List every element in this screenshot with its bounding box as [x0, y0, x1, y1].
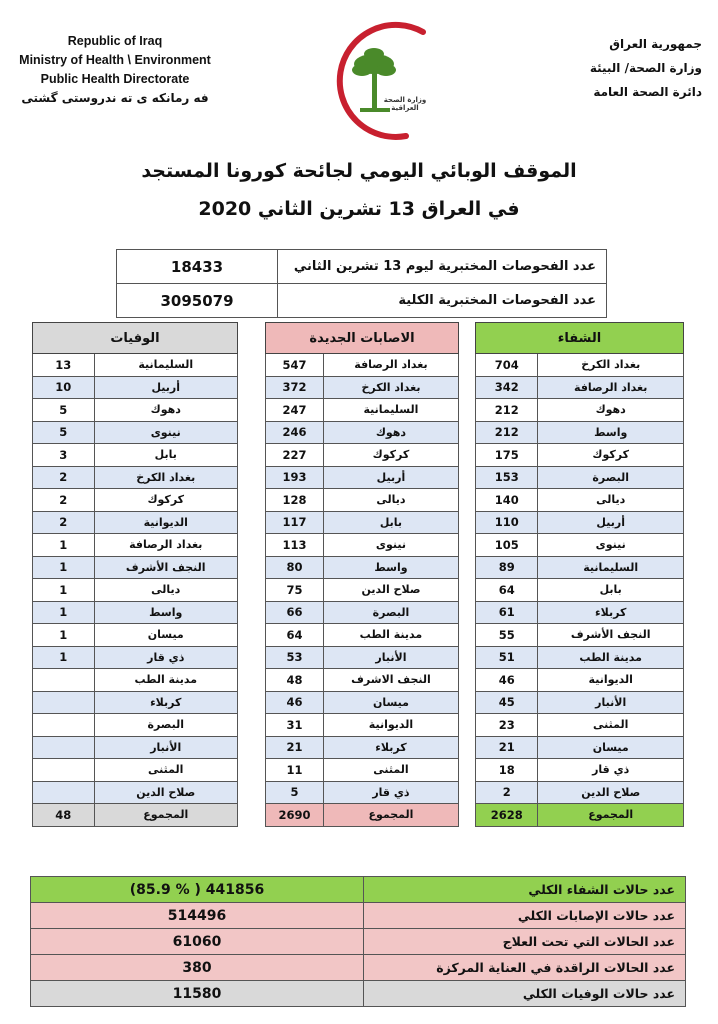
summary-label: عدد حالات الوفيات الكلي [364, 981, 686, 1007]
governorate-cell: كركوك [323, 444, 458, 467]
table-row [33, 691, 238, 714]
table-row [476, 376, 684, 399]
table-row [33, 781, 238, 804]
summary-row [31, 877, 686, 903]
count-cell: 2 [33, 466, 95, 489]
count-cell: 110 [476, 511, 538, 534]
table-row [476, 714, 684, 737]
table-row [33, 444, 238, 467]
governorate-cell: واسط [538, 421, 684, 444]
table-row [266, 421, 459, 444]
header-english [0, 32, 230, 108]
count-cell: 193 [266, 466, 324, 489]
governorate-cell: واسط [94, 601, 238, 624]
count-cell: 1 [33, 534, 95, 557]
summary-label: عدد حالات الإصابات الكلي [364, 903, 686, 929]
governorate-cell: واسط [323, 556, 458, 579]
table-row [266, 444, 459, 467]
count-cell: 372 [266, 376, 324, 399]
count-cell: 246 [266, 421, 324, 444]
table-row [266, 691, 459, 714]
governorate-cell: البصرة [94, 714, 238, 737]
governorate-cell: الأنبار [323, 646, 458, 669]
table-row [476, 646, 684, 669]
count-cell: 1 [33, 646, 95, 669]
governorate-cell: صلاح الدين [323, 579, 458, 602]
governorate-cell: نينوى [538, 534, 684, 557]
table-row [266, 624, 459, 647]
count-cell: 11 [266, 759, 324, 782]
ministry-logo-icon [318, 18, 438, 143]
governorate-cell: السليمانية [323, 399, 458, 422]
table-row [33, 354, 238, 377]
governorate-cell: ميسان [323, 691, 458, 714]
governorate-cell: نينوى [94, 421, 238, 444]
summary-value: 380 [31, 955, 364, 981]
count-cell: 75 [266, 579, 324, 602]
count-cell: 46 [266, 691, 324, 714]
table-row [33, 669, 238, 692]
governorate-cell: نينوى [323, 534, 458, 557]
new-cases-table [265, 322, 459, 827]
tests-total-label: عدد الفحوصات المختبرية الكلية [278, 284, 607, 318]
table-row [33, 601, 238, 624]
total-label: المجموع [323, 804, 458, 827]
count-cell: 5 [266, 781, 324, 804]
governorate-cell: ديالى [94, 579, 238, 602]
governorate-cell: ذي قار [94, 646, 238, 669]
table-row [33, 534, 238, 557]
count-cell: 61 [476, 601, 538, 624]
count-cell: 1 [33, 556, 95, 579]
governorate-cell: النجف الأشرف [538, 624, 684, 647]
count-cell [33, 736, 95, 759]
count-cell: 21 [266, 736, 324, 759]
table-row [476, 669, 684, 692]
count-cell: 21 [476, 736, 538, 759]
governorate-cell: بغداد الكرخ [94, 466, 238, 489]
header-ar-line: جمهورية العراق [609, 37, 702, 51]
count-cell: 5 [33, 421, 95, 444]
count-cell: 153 [476, 466, 538, 489]
header-en-line: Republic of Iraq [67, 34, 163, 48]
table-row [33, 714, 238, 737]
total-label: المجموع [538, 804, 684, 827]
governorate-cell: صلاح الدين [94, 781, 238, 804]
governorate-cell: كربلاء [94, 691, 238, 714]
governorate-cell: بغداد الكرخ [538, 354, 684, 377]
count-cell: 342 [476, 376, 538, 399]
governorate-cell: ديالى [323, 489, 458, 512]
governorate-cell: كركوك [94, 489, 238, 512]
governorate-cell: الأنبار [538, 691, 684, 714]
governorate-cell: أربيل [94, 376, 238, 399]
governorate-cell: كركوك [538, 444, 684, 467]
table-row [33, 579, 238, 602]
count-cell [33, 759, 95, 782]
page-subtitle: في العراق 13 تشرين الثاني 2020 [198, 198, 520, 220]
table-row [33, 421, 238, 444]
governorate-cell: النجف الاشرف [323, 669, 458, 692]
count-cell: 247 [266, 399, 324, 422]
count-cell: 53 [266, 646, 324, 669]
count-cell: 46 [476, 669, 538, 692]
new-cases-header: الاصابات الجديدة [266, 323, 459, 354]
count-cell [33, 669, 95, 692]
page-title: الموقف الوبائي اليومي لجائحة كورونا المستجد [141, 160, 577, 182]
count-cell: 13 [33, 354, 95, 377]
table-row [33, 646, 238, 669]
table-row [476, 759, 684, 782]
table-row [266, 534, 459, 557]
total-label: المجموع [94, 804, 238, 827]
table-row [33, 511, 238, 534]
tests-daily-label: عدد الفحوصات المختبرية ليوم 13 تشرين الثاني [278, 250, 607, 284]
count-cell: 2 [476, 781, 538, 804]
table-row [476, 736, 684, 759]
governorate-cell: البصرة [538, 466, 684, 489]
count-cell: 2 [33, 511, 95, 534]
table-row [266, 736, 459, 759]
governorate-cell: كربلاء [538, 601, 684, 624]
table-row [266, 511, 459, 534]
header-ar-line: دائرة الصحة العامة [593, 85, 702, 99]
count-cell: 117 [266, 511, 324, 534]
summary-value: 61060 [31, 929, 364, 955]
governorate-cell: الديوانية [94, 511, 238, 534]
header-arabic [522, 32, 702, 104]
table-row [33, 736, 238, 759]
governorate-cell: بابل [323, 511, 458, 534]
count-cell: 64 [476, 579, 538, 602]
governorate-cell: مدينة الطب [323, 624, 458, 647]
summary-row [31, 929, 686, 955]
summary-table [30, 876, 686, 1007]
recovery-header: الشفاء [476, 323, 684, 354]
governorate-cell: الديوانية [538, 669, 684, 692]
table-row [266, 714, 459, 737]
governorate-cell: الديوانية [323, 714, 458, 737]
count-cell: 80 [266, 556, 324, 579]
summary-label: عدد الحالات الراقدة في العناية المركزة [364, 955, 686, 981]
count-cell: 45 [476, 691, 538, 714]
table-row [476, 489, 684, 512]
tests-daily-value: 18433 [117, 250, 278, 284]
table-row [476, 399, 684, 422]
count-cell: 113 [266, 534, 324, 557]
table-row [266, 646, 459, 669]
table-row [476, 534, 684, 557]
governorate-cell: ذي قار [323, 781, 458, 804]
deaths-table [32, 322, 238, 827]
table-row [476, 624, 684, 647]
table-row [476, 691, 684, 714]
governorate-cell: المثنى [94, 759, 238, 782]
count-cell: 10 [33, 376, 95, 399]
table-row [33, 489, 238, 512]
governorate-cell: أربيل [323, 466, 458, 489]
table-row [33, 399, 238, 422]
count-cell: 212 [476, 421, 538, 444]
tests-table [116, 249, 607, 318]
governorate-cell: صلاح الدين [538, 781, 684, 804]
table-row [33, 466, 238, 489]
governorate-cell: مدينة الطب [538, 646, 684, 669]
recovery-table [475, 322, 684, 827]
table-row [266, 489, 459, 512]
count-cell [33, 781, 95, 804]
summary-label: عدد حالات الشفاء الكلي [364, 877, 686, 903]
count-cell: 1 [33, 579, 95, 602]
table-row [266, 601, 459, 624]
count-cell: 23 [476, 714, 538, 737]
governorate-cell: بغداد الكرخ [323, 376, 458, 399]
governorate-cell: السليمانية [538, 556, 684, 579]
summary-value: 514496 [31, 903, 364, 929]
total-row [266, 804, 459, 827]
governorate-cell: بغداد الرصافة [94, 534, 238, 557]
table-row [266, 759, 459, 782]
count-cell: 547 [266, 354, 324, 377]
table-row [266, 466, 459, 489]
tests-row-total [117, 284, 607, 318]
count-cell: 105 [476, 534, 538, 557]
table-row [33, 759, 238, 782]
count-cell: 5 [33, 399, 95, 422]
governorate-cell: دهوك [323, 421, 458, 444]
governorate-cell: أربيل [538, 511, 684, 534]
table-row [476, 556, 684, 579]
count-cell: 18 [476, 759, 538, 782]
table-row [476, 781, 684, 804]
governorate-cell: دهوك [538, 399, 684, 422]
count-cell [33, 691, 95, 714]
count-cell: 128 [266, 489, 324, 512]
table-row [266, 781, 459, 804]
count-cell: 1 [33, 624, 95, 647]
summary-value: (85.9 % ) 441856 [31, 877, 364, 903]
count-cell: 175 [476, 444, 538, 467]
count-cell: 3 [33, 444, 95, 467]
count-cell: 227 [266, 444, 324, 467]
governorate-cell: بغداد الرصافة [538, 376, 684, 399]
table-row [33, 556, 238, 579]
count-cell: 212 [476, 399, 538, 422]
table-row [476, 444, 684, 467]
summary-value: 11580 [31, 981, 364, 1007]
count-cell: 51 [476, 646, 538, 669]
governorate-cell: السليمانية [94, 354, 238, 377]
summary-row [31, 903, 686, 929]
governorate-cell: بابل [94, 444, 238, 467]
governorate-cell: بابل [538, 579, 684, 602]
table-row [266, 376, 459, 399]
count-cell [33, 714, 95, 737]
table-row [266, 399, 459, 422]
governorate-cell: ميسان [94, 624, 238, 647]
total-row [33, 804, 238, 827]
table-row [476, 601, 684, 624]
table-row [266, 354, 459, 377]
table-row [266, 556, 459, 579]
header-en-line: Ministry of Health \ Environment [19, 53, 211, 67]
table-row [476, 466, 684, 489]
count-cell: 31 [266, 714, 324, 737]
header-ar-line: وزارة الصحة/ البيئة [589, 61, 702, 75]
total-value: 2690 [266, 804, 324, 827]
table-row [266, 669, 459, 692]
summary-row [31, 981, 686, 1007]
governorate-cell: الأنبار [94, 736, 238, 759]
tests-total-value: 3095079 [117, 284, 278, 318]
total-value: 48 [33, 804, 95, 827]
table-row [33, 624, 238, 647]
deaths-header: الوفيات [33, 323, 238, 354]
governorate-cell: بغداد الرصافة [323, 354, 458, 377]
summary-label: عدد الحالات التي تحت العلاج [364, 929, 686, 955]
logo-caption: وزارة الصحة العراقية [383, 96, 427, 112]
count-cell: 64 [266, 624, 324, 647]
governorate-cell: المثنى [323, 759, 458, 782]
governorate-cell: ديالى [538, 489, 684, 512]
header-kurdish-line: فه رمانكه ى ته ندروستى گشتى [21, 91, 209, 105]
summary-row [31, 955, 686, 981]
total-row [476, 804, 684, 827]
tests-row-daily [117, 250, 607, 284]
count-cell: 66 [266, 601, 324, 624]
table-row [33, 376, 238, 399]
header-en-line: Public Health Directorate [40, 72, 190, 86]
count-cell: 704 [476, 354, 538, 377]
count-cell: 1 [33, 601, 95, 624]
governorate-cell: البصرة [323, 601, 458, 624]
governorate-cell: دهوك [94, 399, 238, 422]
governorate-cell: مدينة الطب [94, 669, 238, 692]
table-row [266, 579, 459, 602]
governorate-cell: ميسان [538, 736, 684, 759]
governorate-cell: كربلاء [323, 736, 458, 759]
table-row [476, 354, 684, 377]
count-cell: 48 [266, 669, 324, 692]
governorate-cell: ذي قار [538, 759, 684, 782]
table-row [476, 579, 684, 602]
table-row [476, 511, 684, 534]
count-cell: 2 [33, 489, 95, 512]
table-row [476, 421, 684, 444]
count-cell: 140 [476, 489, 538, 512]
governorate-cell: المثنى [538, 714, 684, 737]
governorate-cell: النجف الأشرف [94, 556, 238, 579]
count-cell: 89 [476, 556, 538, 579]
count-cell: 55 [476, 624, 538, 647]
total-value: 2628 [476, 804, 538, 827]
